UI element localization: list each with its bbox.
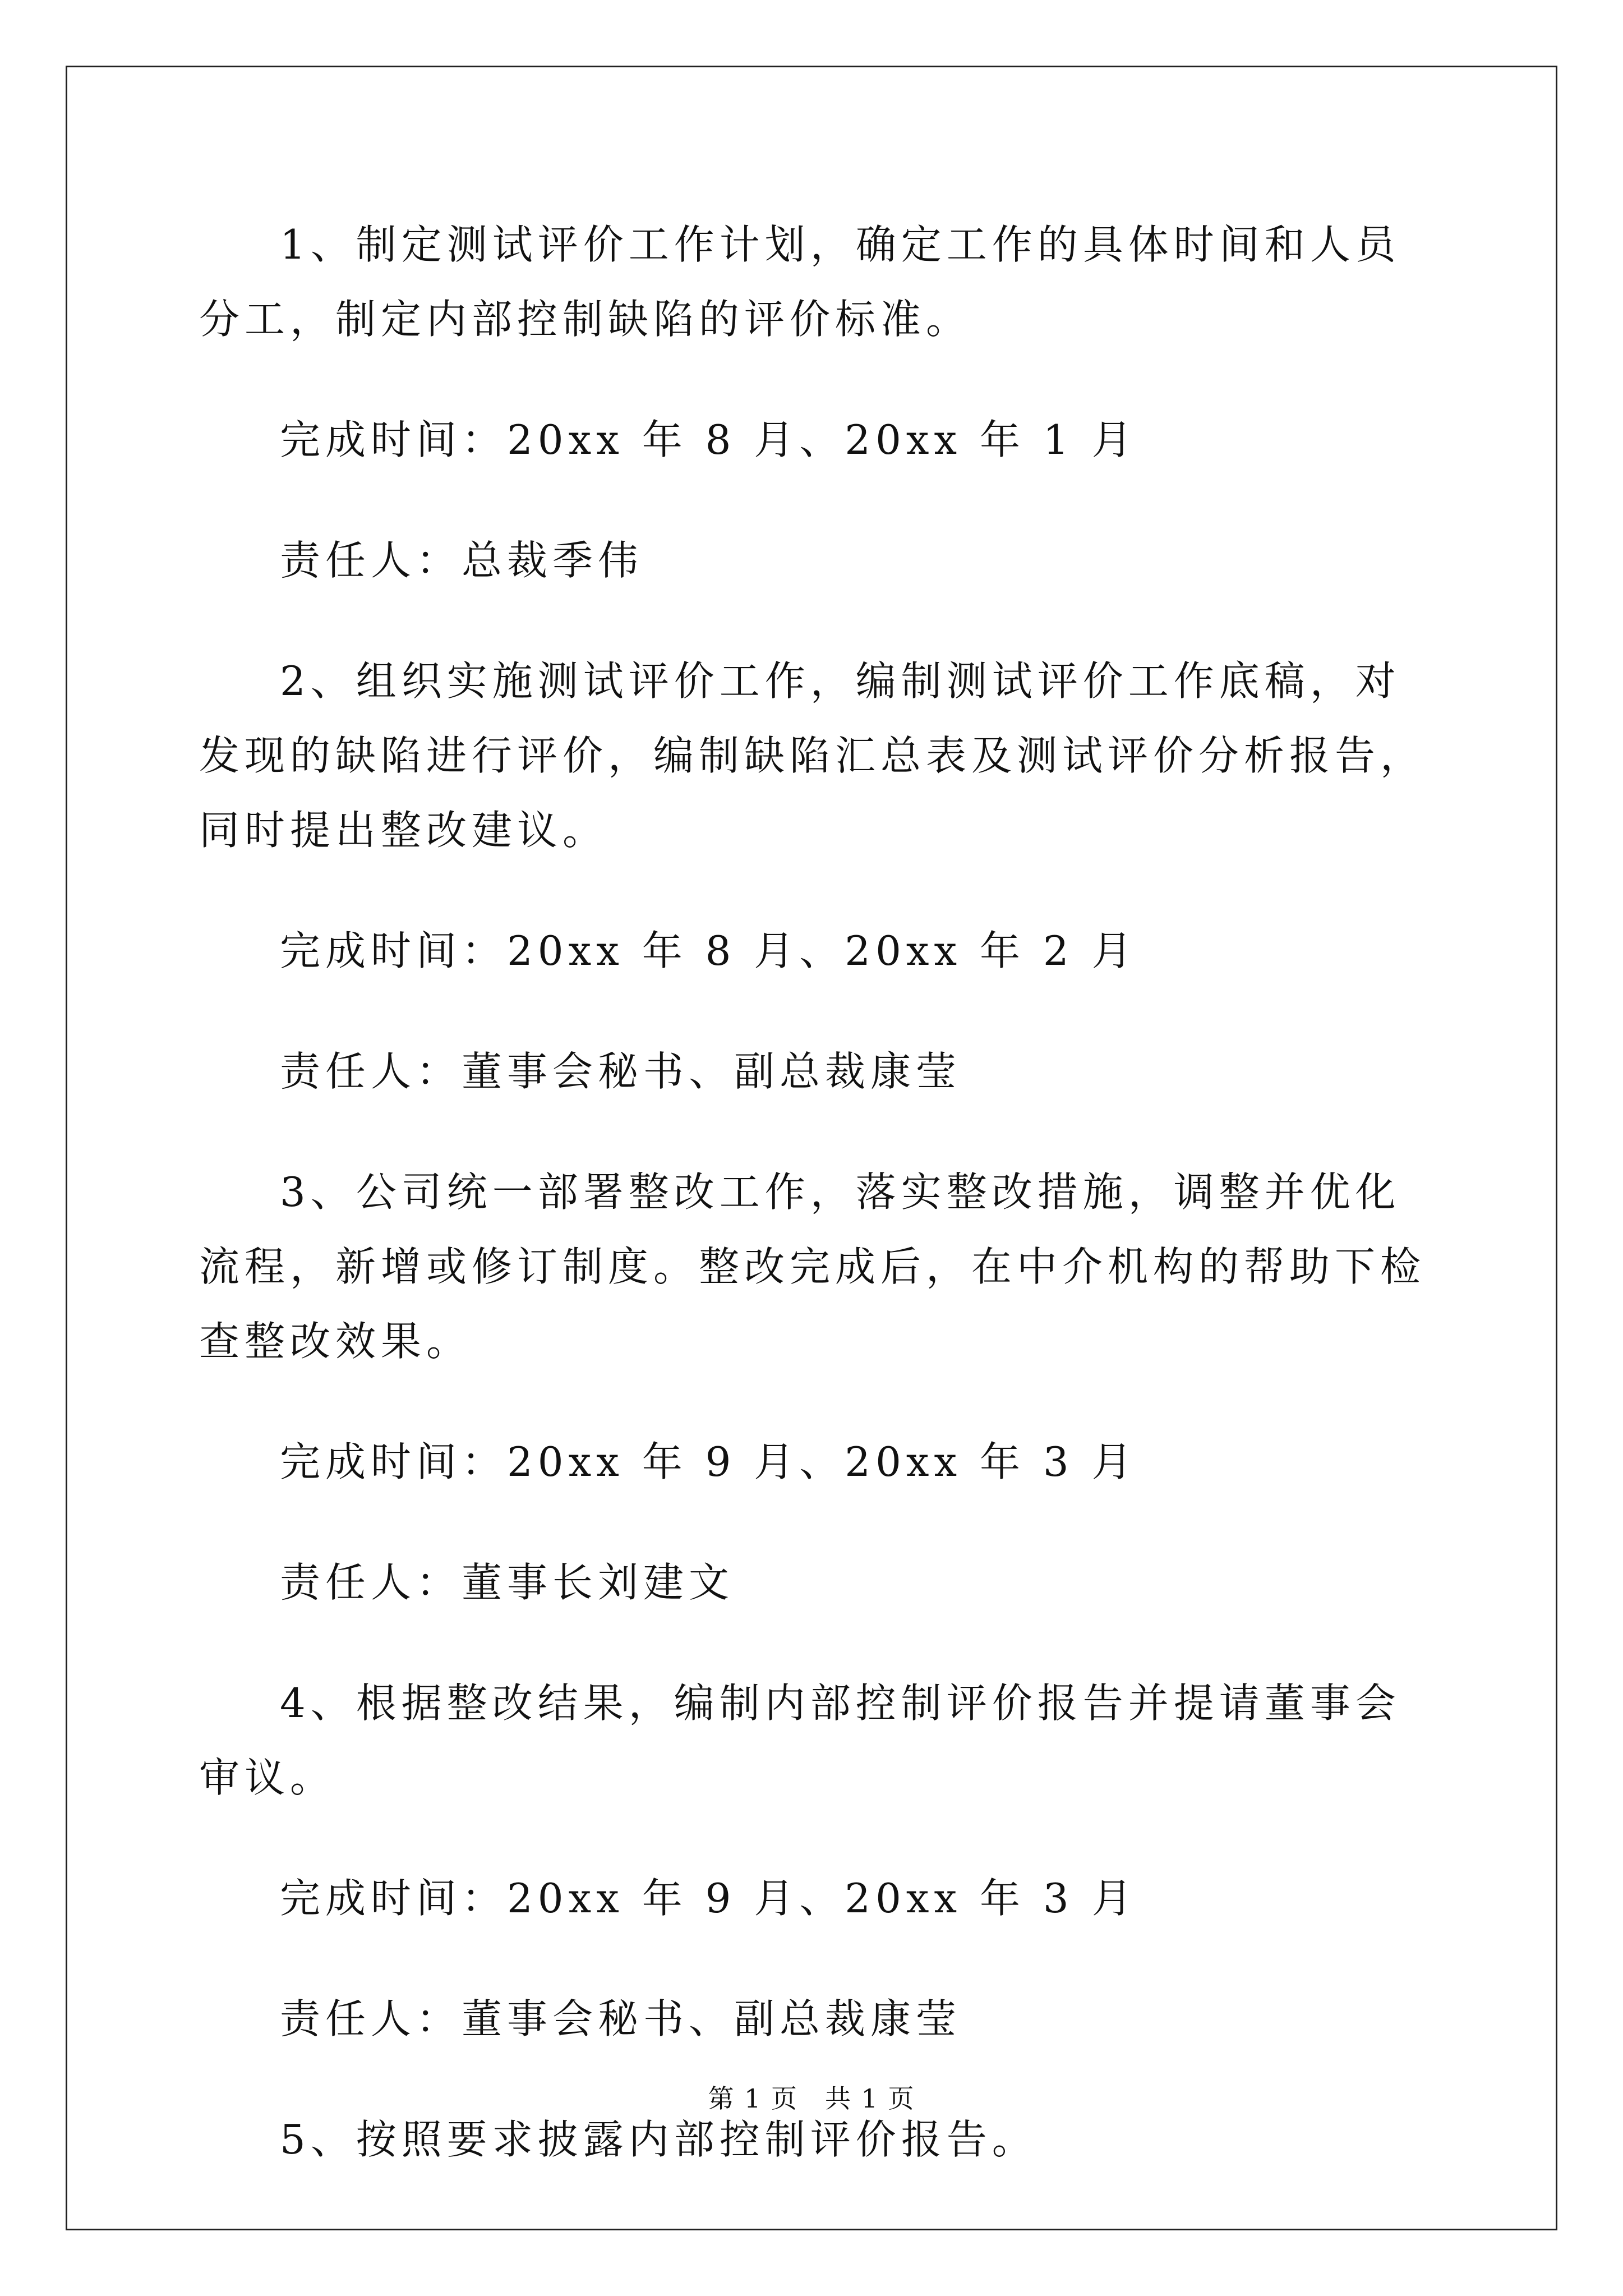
paragraph-item-3: 3、公司统一部署整改工作，落实整改措施，调整并优化流程，新增或修订制度。整改完成后，在中介机构的帮助下检查整改效果。 (199, 1168, 1426, 1365)
completion-time-3: 完成时间：20xx 年 9 月、20xx 年 3 月 (280, 1438, 1137, 1485)
paragraph-item-4: 4、根据整改结果，编制内部控制评价报告并提请董事会审议。 (199, 1680, 1401, 1801)
paragraph-item-1: 1、制定测试评价工作计划，确定工作的具体时间和人员分工，制定内部控制缺陷的评价标准。 (199, 221, 1401, 343)
completion-time-1: 完成时间：20xx 年 8 月、20xx 年 1 月 (280, 416, 1137, 463)
responsible-person-2: 责任人：董事会秘书、副总裁康莹 (280, 1048, 962, 1095)
completion-time-2: 完成时间：20xx 年 8 月、20xx 年 2 月 (280, 927, 1137, 974)
paragraph-item-2: 2、组织实施测试评价工作，编制测试评价工作底稿，对发现的缺陷进行评价，编制缺陷汇总表及测试评价分析报告，同时提出整改建议。 (199, 657, 1426, 854)
responsible-person-4: 责任人：董事会秘书、副总裁康莹 (280, 1995, 962, 2042)
completion-time-4: 完成时间：20xx 年 9 月、20xx 年 3 月 (280, 1875, 1137, 1922)
page-number-footer: 第 1 页 共 1 页 (708, 2083, 915, 2114)
paragraph-item-5: 5、按照要求披露内部控制评价报告。 (280, 2116, 1038, 2163)
responsible-person-3: 责任人：董事长刘建文 (280, 1559, 735, 1606)
document-body (199, 208, 1427, 2223)
responsible-person-1: 责任人：总裁季伟 (280, 537, 644, 584)
